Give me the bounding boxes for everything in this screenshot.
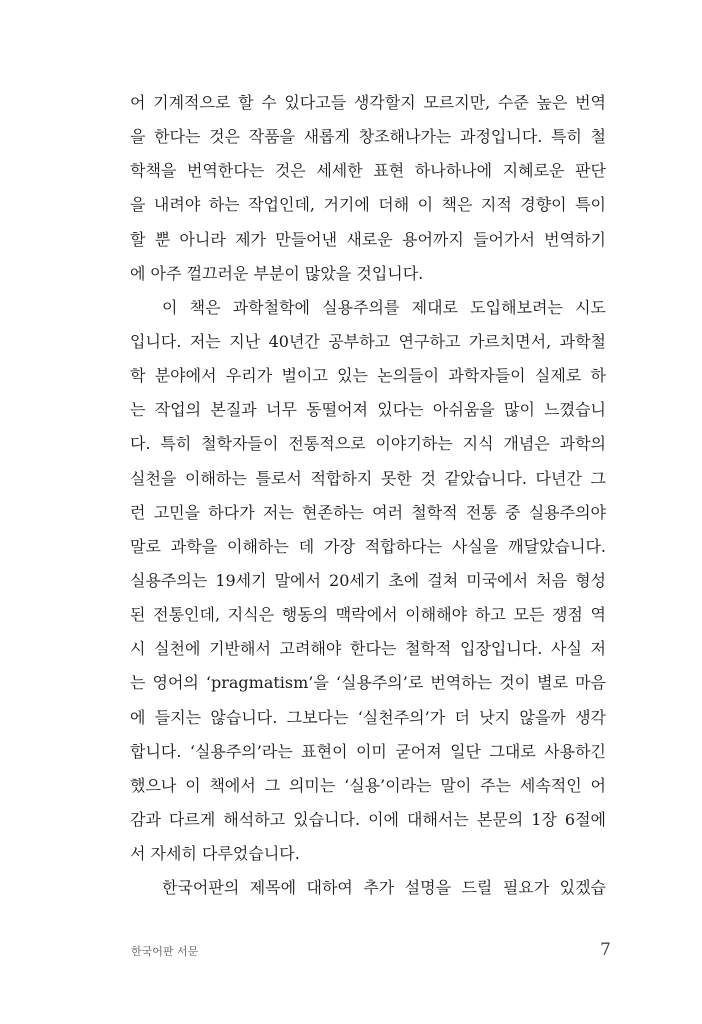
body-line: 실천을 이해하는 틀로서 적합하지 못한 것 같았습니다. 다년간 그 — [130, 468, 606, 488]
body-line: 했으나 이 책에서 그 의미는 ‘실용’이라는 말이 주는 세속적인 어 — [130, 775, 606, 795]
body-line: 런 고민을 하다가 저는 현존하는 여러 철학적 전통 중 실용주의야 — [130, 502, 606, 522]
page-number: 7 — [600, 940, 611, 960]
paragraph-continued — [130, 86, 606, 291]
body-line: 에 아주 껄끄러운 부분이 많았을 것입니다. — [130, 263, 424, 283]
body-line: 을 내려야 하는 작업인데, 거기에 더해 이 책은 지적 경향이 특이 — [130, 195, 606, 215]
body-line: 에 들지는 않습니다. 그보다는 ‘실천주의’가 더 낫지 않을까 생각 — [130, 707, 606, 727]
body-line: 어 기계적으로 할 수 있다고들 생각할지 모르지만, 수준 높은 번역 — [130, 93, 606, 112]
body-line: 말로 과학을 이해하는 데 가장 적합하다는 사실을 깨달았습니다. — [130, 536, 606, 556]
body-line: 한국어판의 제목에 대하여 추가 설명을 드릴 필요가 있겠습 — [162, 878, 606, 898]
body-line: 실용주의는 19세기 말에서 20세기 초에 걸쳐 미국에서 처음 형성 — [130, 570, 606, 590]
body-line: 을 한다는 것은 작품을 새롭게 창조해나가는 과정입니다. 특히 철 — [130, 127, 606, 147]
body-line: 시 실천에 기반해서 고려해야 한다는 철학적 입장입니다. 사실 저 — [130, 639, 606, 659]
body-line: 다. 특히 철학자들이 전통적으로 이야기하는 지식 개념은 과학의 — [130, 434, 606, 454]
body-line: 는 작업의 본질과 너무 동떨어져 있다는 아쉬움을 많이 느꼈습니 — [130, 400, 606, 420]
page-body — [130, 86, 606, 905]
body-line: 합니다. ‘실용주의’라는 표현이 이미 굳어져 일단 그대로 사용하긴 — [130, 741, 606, 761]
body-line: 입니다. 저는 지난 40년간 공부하고 연구하고 가르치면서, 과학철 — [130, 331, 606, 351]
paragraph — [130, 291, 606, 871]
body-line: 이 책은 과학철학에 실용주의를 제대로 도입해보려는 시도 — [162, 297, 606, 317]
body-line: 서 자세히 다루었습니다. — [130, 844, 300, 864]
body-line: 학책을 번역한다는 것은 세세한 표현 하나하나에 지혜로운 판단 — [130, 161, 606, 181]
body-line: 감과 다르게 해석하고 있습니다. 이에 대해서는 본문의 1장 6절에 — [130, 809, 606, 829]
body-line: 학 분야에서 우리가 벌이고 있는 논의들이 과학자들이 실제로 하 — [130, 366, 606, 386]
body-line: 된 전통인데, 지식은 행동의 맥락에서 이해해야 하고 모든 쟁점 역 — [130, 605, 606, 625]
running-footer-title: 한국어판 서문 — [131, 945, 199, 958]
body-line: 는 영어의 ‘pragmatism’을 ‘실용주의’로 번역하는 것이 별로 마음 — [130, 673, 606, 693]
body-line: 할 뿐 아니라 제가 만들어낸 새로운 용어까지 들어가서 번역하기 — [130, 229, 606, 249]
paragraph — [130, 871, 606, 905]
